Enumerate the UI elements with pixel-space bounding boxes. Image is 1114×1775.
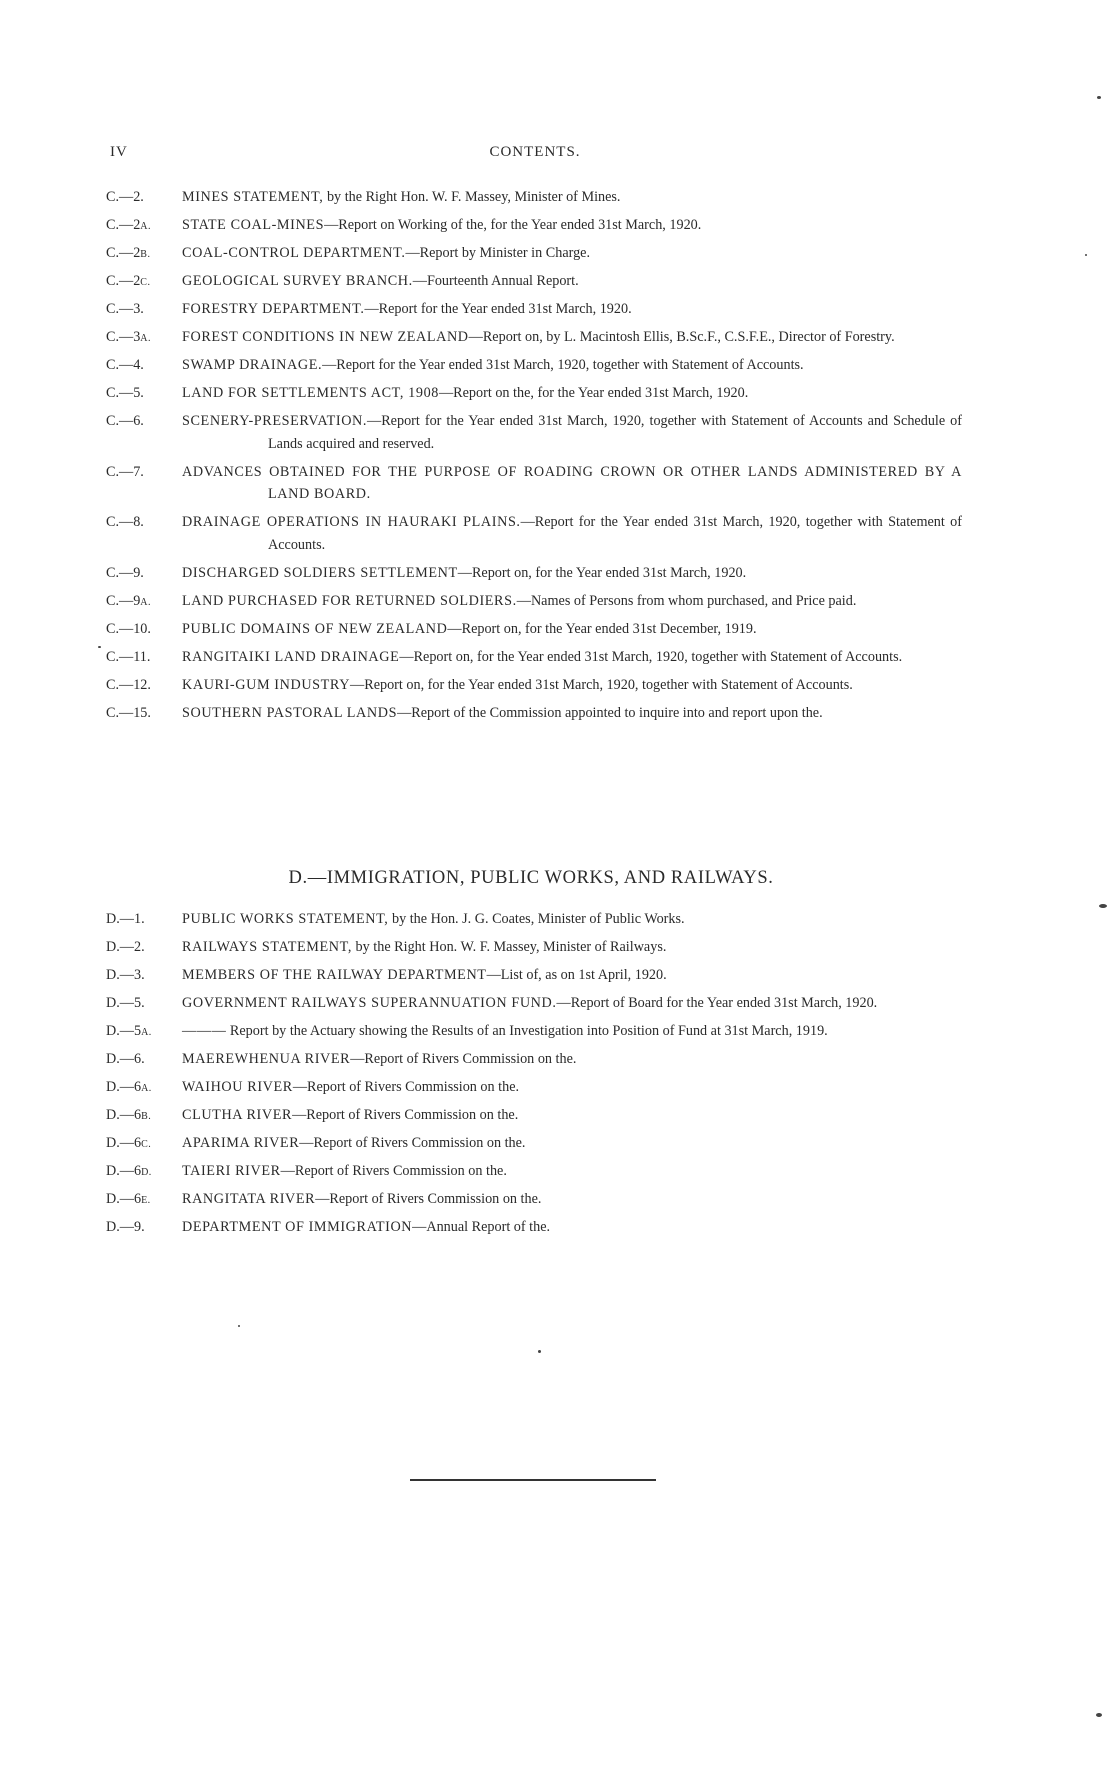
entry-text [182, 1076, 962, 1099]
contents-entry [100, 702, 962, 725]
entry-code [106, 1132, 182, 1157]
entry-code [106, 410, 182, 435]
entry-text [182, 702, 962, 725]
contents-entry [100, 1160, 962, 1183]
entry-code-suffix: A. [140, 333, 152, 344]
entry-code [106, 242, 182, 267]
contents-entry [100, 674, 962, 697]
entry-code-main: C.—7. [106, 463, 144, 480]
entry-code [106, 936, 182, 961]
contents-entry [100, 382, 962, 405]
entry-description: —Report of Rivers Commission on the. [315, 1191, 542, 1207]
entry-description: —Report on, for the Year ended 31st March, 1920, together with Statement of Accounts. [399, 648, 903, 665]
entry-code-main: D.—5. [106, 995, 145, 1011]
entry-code-suffix: A. [141, 1027, 152, 1038]
entry-description: —Report of Rivers Commission on the. [292, 1107, 519, 1123]
entry-description: —Report for the Year ended 31st March, 1920, together with Statement of Accounts and Schedule of Lands acquired and reserved. [268, 413, 962, 452]
entry-text [182, 242, 962, 265]
entry-code [106, 270, 182, 295]
entry-code [106, 1048, 182, 1073]
entry-title: RAILWAYS STATEMENT, [182, 939, 352, 955]
contents-entry [100, 1132, 962, 1155]
contents-entry [100, 326, 962, 349]
scan-speck [1085, 254, 1087, 256]
entry-text [182, 646, 962, 669]
entry-title: DRAINAGE OPERATIONS IN HAURAKI PLAINS. [182, 514, 521, 530]
entry-title: TAIERI RIVER [182, 1163, 281, 1179]
entry-title: MAEREWHENUA RIVER [182, 1051, 351, 1067]
section-d-heading: D.—IMMIGRATION, PUBLIC WORKS, AND RAILWAYS. [288, 868, 774, 888]
contents-entry [100, 590, 962, 613]
entry-code-main: D.—6 [106, 1135, 142, 1151]
entry-code-suffix: C. [140, 277, 151, 288]
entry-code-main: D.—6 [106, 1163, 142, 1179]
entry-code [106, 618, 182, 643]
entry-title: GOVERNMENT RAILWAYS SUPERANNUATION FUND. [182, 995, 557, 1011]
entry-title: LAND FOR SETTLEMENTS ACT, 1908 [182, 385, 439, 401]
contents-entry [100, 186, 962, 209]
entry-text [182, 1216, 962, 1239]
contents-entry [100, 562, 962, 585]
entry-code-main: C.—2 [106, 245, 141, 261]
entry-code-main: C.—4. [106, 357, 144, 373]
scan-speck [538, 1350, 541, 1353]
entry-title: MINES STATEMENT, [182, 189, 324, 205]
entry-description: by the Right Hon. W. F. Massey, Minister of Railways. [352, 939, 667, 955]
entry-code [106, 908, 182, 933]
entry-description: by the Hon. J. G. Coates, Minister of Public Works. [388, 911, 685, 927]
contents-entry [100, 1048, 962, 1071]
entry-title: LAND PURCHASED FOR RETURNED SOLDIERS. [182, 592, 517, 609]
entry-description: —Report of Rivers Commission on the. [280, 1163, 507, 1179]
entry-description: —Report on, for the Year ended 31st March, 1920. [457, 564, 747, 581]
entry-title: SOUTHERN PASTORAL LANDS [182, 704, 398, 721]
contents-entry [100, 1188, 962, 1211]
entry-code-main: D.—5 [106, 1023, 142, 1039]
scan-speck [98, 646, 101, 648]
entry-code-main: D.—6. [106, 1051, 145, 1067]
entry-code-main: C.—12. [106, 676, 151, 693]
contents-entry [100, 964, 962, 987]
entry-code [106, 186, 182, 211]
entry-description: —Report for the Year ended 31st March, 1920. [364, 301, 632, 317]
entry-text [182, 214, 962, 237]
entry-text [182, 936, 962, 959]
entry-title: WAIHOU RIVER [182, 1079, 293, 1095]
entry-text [182, 270, 962, 293]
entry-text [182, 674, 962, 697]
entry-code-main: D.—6 [106, 1107, 142, 1123]
page-header [110, 144, 960, 166]
entry-text [182, 992, 962, 1015]
entry-title: FOREST CONDITIONS IN NEW ZEALAND [182, 329, 469, 345]
entry-text [182, 511, 962, 556]
entry-description: —Report of the Commission appointed to inquire into and report upon the. [397, 704, 823, 721]
contents-entry [100, 410, 962, 455]
contents-entry [100, 1104, 962, 1127]
entry-text [182, 326, 962, 349]
contents-entry [100, 242, 962, 265]
entry-title: MEMBERS OF THE RAILWAY DEPARTMENT [182, 967, 487, 983]
entry-code-main: D.—1. [106, 911, 145, 927]
page-title: CONTENTS. [489, 144, 581, 160]
entry-code [106, 1216, 182, 1241]
contents-entry [100, 936, 962, 959]
entry-title: COAL-CONTROL DEPARTMENT. [182, 245, 406, 261]
contents-entry [100, 1076, 962, 1099]
entry-description: —Report on Working of the, for the Year ended 31st March, 1920. [324, 217, 702, 233]
entry-text [182, 1188, 962, 1211]
entry-code [106, 1188, 182, 1213]
entry-text [182, 382, 962, 405]
contents-entry [100, 618, 962, 641]
entry-code [106, 354, 182, 379]
entry-text [182, 618, 962, 641]
section-c-list [100, 186, 962, 730]
entry-description: —Report of Rivers Commission on the. [292, 1079, 520, 1095]
entry-code-main: C.—11. [106, 648, 151, 665]
entry-title: CLUTHA RIVER [182, 1107, 293, 1123]
entry-title: DEPARTMENT OF IMMIGRATION [182, 1219, 413, 1235]
entry-code-main: C.—2. [106, 189, 144, 205]
entry-title: STATE COAL-MINES [182, 217, 325, 233]
contents-entry [100, 908, 962, 931]
entry-code-suffix: A. [140, 596, 152, 608]
entry-description: —Report for the Year ended 31st March, 1920, together with Statement of Accounts. [322, 357, 804, 373]
entry-code [106, 702, 182, 727]
entry-text [182, 298, 962, 321]
entry-code-main: D.—9. [106, 1219, 145, 1235]
entry-text [182, 1160, 962, 1183]
entry-text [182, 1020, 962, 1043]
entry-code-main: C.—2 [106, 217, 141, 233]
entry-code-main: C.—2 [106, 273, 141, 289]
entry-description: by the Right Hon. W. F. Massey, Minister of Mines. [323, 189, 621, 205]
entry-text [182, 562, 962, 585]
scan-speck [238, 1325, 240, 1327]
entry-code-suffix: B. [140, 249, 151, 260]
entry-description: —Names of Persons from whom purchased, and Price paid. [516, 592, 857, 609]
entry-text [182, 461, 962, 506]
entry-text [182, 908, 962, 931]
entry-text [182, 186, 962, 209]
entry-code-main: C.—3. [106, 301, 144, 317]
entry-code-main: C.—8. [106, 514, 144, 530]
entry-code [106, 992, 182, 1017]
contents-entry [100, 214, 962, 237]
entry-title: SWAMP DRAINAGE. [182, 357, 323, 373]
entry-description: —Report on, for the Year ended 31st December, 1919. [447, 620, 757, 637]
entry-text [182, 354, 962, 377]
scan-speck [1096, 1713, 1102, 1717]
entry-text [182, 590, 962, 613]
entry-code [106, 590, 182, 615]
entry-title: PUBLIC DOMAINS OF NEW ZEALAND [182, 620, 448, 637]
entry-code [106, 511, 182, 536]
entry-code-main: C.—10. [106, 620, 151, 637]
entry-title: ——— [182, 1023, 227, 1039]
entry-description: —List of, as on 1st April, 1920. [486, 967, 667, 983]
entry-code-main: C.—5. [106, 385, 144, 401]
scan-speck [1097, 96, 1101, 99]
entry-code-main: C.—15. [106, 704, 151, 721]
entry-code [106, 298, 182, 323]
entry-description: —Report of Board for the Year ended 31st March, 1920. [556, 995, 878, 1011]
page-number: IV [110, 144, 128, 160]
entry-text [182, 964, 962, 987]
entry-code-main: D.—2. [106, 939, 145, 955]
entry-description: —Fourteenth Annual Report. [412, 273, 579, 289]
entry-text [182, 1048, 962, 1071]
entry-code-main: C.—9 [106, 592, 141, 609]
entry-title: PUBLIC WORKS STATEMENT, [182, 911, 389, 927]
entry-code [106, 214, 182, 239]
contents-entry [100, 354, 962, 377]
section-d-list [100, 908, 962, 1244]
entry-title: RANGITATA RIVER [182, 1191, 316, 1207]
entry-code-main: C.—9. [106, 564, 144, 581]
entry-description: Report by the Actuary showing the Results of an Investigation into Position of Fund at 31st March, 1919. [226, 1023, 828, 1039]
contents-entry [100, 1216, 962, 1239]
entry-title: DISCHARGED SOLDIERS SETTLEMENT [182, 564, 458, 581]
entry-code-suffix: A. [141, 1083, 152, 1094]
entry-description: —Report of Rivers Commission on the. [299, 1135, 526, 1151]
contents-entry [100, 270, 962, 293]
contents-entry [100, 646, 962, 669]
closing-rule [410, 1479, 656, 1481]
entry-code-main: C.—6. [106, 413, 144, 429]
entry-title: APARIMA RIVER [182, 1135, 300, 1151]
contents-entry [100, 992, 962, 1015]
contents-entry [100, 511, 962, 556]
entry-code-suffix: A. [140, 221, 152, 232]
entry-code-main: C.—3 [106, 329, 141, 345]
entry-code [106, 1076, 182, 1101]
entry-title: GEOLOGICAL SURVEY BRANCH. [182, 273, 413, 289]
entry-text [182, 410, 962, 455]
entry-title: KAURI-GUM INDUSTRY [182, 676, 351, 693]
entry-code [106, 646, 182, 671]
entry-code [106, 1104, 182, 1129]
entry-title: ADVANCES OBTAINED FOR THE PURPOSE OF ROADING CROWN OR OTHER LANDS ADMINISTERED BY A LAND BOARD. [182, 463, 962, 502]
contents-entry [100, 298, 962, 321]
contents-entry [100, 461, 962, 506]
entry-title: FORESTRY DEPARTMENT. [182, 301, 365, 317]
entry-code-main: D.—3. [106, 967, 145, 983]
entry-description: —Report of Rivers Commission on the. [350, 1051, 577, 1067]
entry-description: —Annual Report of the. [412, 1219, 551, 1235]
entry-code-main: D.—6 [106, 1191, 142, 1207]
entry-code-suffix: D. [141, 1167, 152, 1178]
contents-entry [100, 1020, 962, 1043]
entry-description: —Report on, by L. Macintosh Ellis, B.Sc.F., C.S.F.E., Director of Forestry. [468, 329, 895, 345]
scan-speck [1099, 904, 1107, 908]
entry-title: SCENERY-PRESERVATION. [182, 413, 368, 429]
entry-code [106, 674, 182, 699]
entry-code [106, 461, 182, 486]
entry-code-suffix: B. [141, 1111, 152, 1122]
entry-code-suffix: E. [141, 1195, 151, 1206]
entry-code [106, 382, 182, 407]
entry-code-main: D.—6 [106, 1079, 142, 1095]
entry-description: —Report on, for the Year ended 31st March, 1920, together with Statement of Accounts. [350, 676, 853, 693]
entry-code [106, 562, 182, 587]
entry-code [106, 326, 182, 351]
entry-code [106, 1160, 182, 1185]
entry-text [182, 1104, 962, 1127]
entry-code [106, 1020, 182, 1045]
entry-code-suffix: C. [141, 1139, 152, 1150]
entry-text [182, 1132, 962, 1155]
entry-description: —Report for the Year ended 31st March, 1920, together with Statement of Accounts. [268, 514, 962, 553]
entry-code [106, 964, 182, 989]
entry-description: —Report by Minister in Charge. [405, 245, 591, 261]
entry-title: RANGITAIKI LAND DRAINAGE [182, 648, 400, 665]
entry-description: —Report on the, for the Year ended 31st March, 1920. [438, 385, 749, 401]
